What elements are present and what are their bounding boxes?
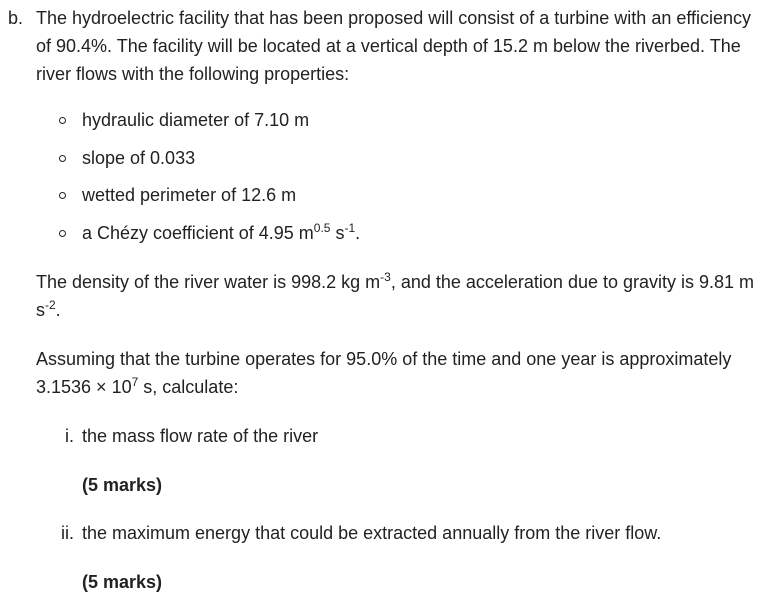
- marks-label: (5 marks): [82, 572, 163, 592]
- chezy-mid: s: [330, 222, 345, 243]
- assumption-paragraph: [36, 345, 771, 401]
- property-slope: slope of 0.033: [82, 147, 196, 168]
- bullet-circle-icon: [59, 192, 66, 199]
- density-part2: , and the acceleration due to gravity is 9.81 m s: [36, 272, 755, 320]
- bullet-circle-icon: [59, 155, 66, 162]
- property-hydraulic-diameter: hydraulic diameter of 7.10 m: [82, 110, 310, 130]
- assume-part1: Assuming that the turbine operates for 95.0% of the time and one year is approximately 3.1536 × 10: [36, 349, 732, 397]
- river-properties-list: [0, 106, 773, 256]
- chezy-prefix: a Chézy coefficient of 4.95 m: [82, 222, 314, 243]
- bullet-circle-icon: [59, 117, 66, 124]
- question-label: b.: [8, 8, 24, 28]
- density-part3: .: [55, 300, 61, 320]
- subpart-numeral: i.: [65, 426, 74, 446]
- property-wetted-perimeter: wetted perimeter of 12.6 m: [82, 185, 297, 205]
- year-exponent: 7: [131, 375, 139, 389]
- density-part1: The density of the river water is 998.2 kg m: [36, 272, 381, 292]
- chezy-exponent-s: -1: [344, 220, 356, 235]
- chezy-suffix: .: [355, 222, 361, 243]
- assume-part2: s, calculate:: [138, 377, 239, 397]
- gravity-exponent: -2: [45, 298, 56, 312]
- list-item: [0, 144, 773, 182]
- subpart-text: the maximum energy that could be extracted annually from the river flow.: [82, 523, 662, 543]
- list-item: [0, 106, 773, 144]
- marks-label: (5 marks): [82, 475, 163, 495]
- bullet-circle-icon: [59, 230, 66, 237]
- question-intro: The hydroelectric facility that has been proposed will consist of a turbine with an efficiency of 90.4%. The facility will be located at a vertical depth of 15.2 m below the riverbed. The river flows with the following properties:: [36, 8, 752, 84]
- subpart-text: the mass flow rate of the river: [82, 426, 319, 446]
- density-exponent: -3: [380, 270, 391, 284]
- list-item: [0, 181, 773, 219]
- subpart-numeral: ii.: [61, 523, 74, 543]
- list-item: [0, 219, 773, 257]
- density-paragraph: [36, 268, 771, 324]
- chezy-exponent-m: 0.5: [313, 220, 331, 235]
- property-chezy-coefficient: [82, 219, 360, 247]
